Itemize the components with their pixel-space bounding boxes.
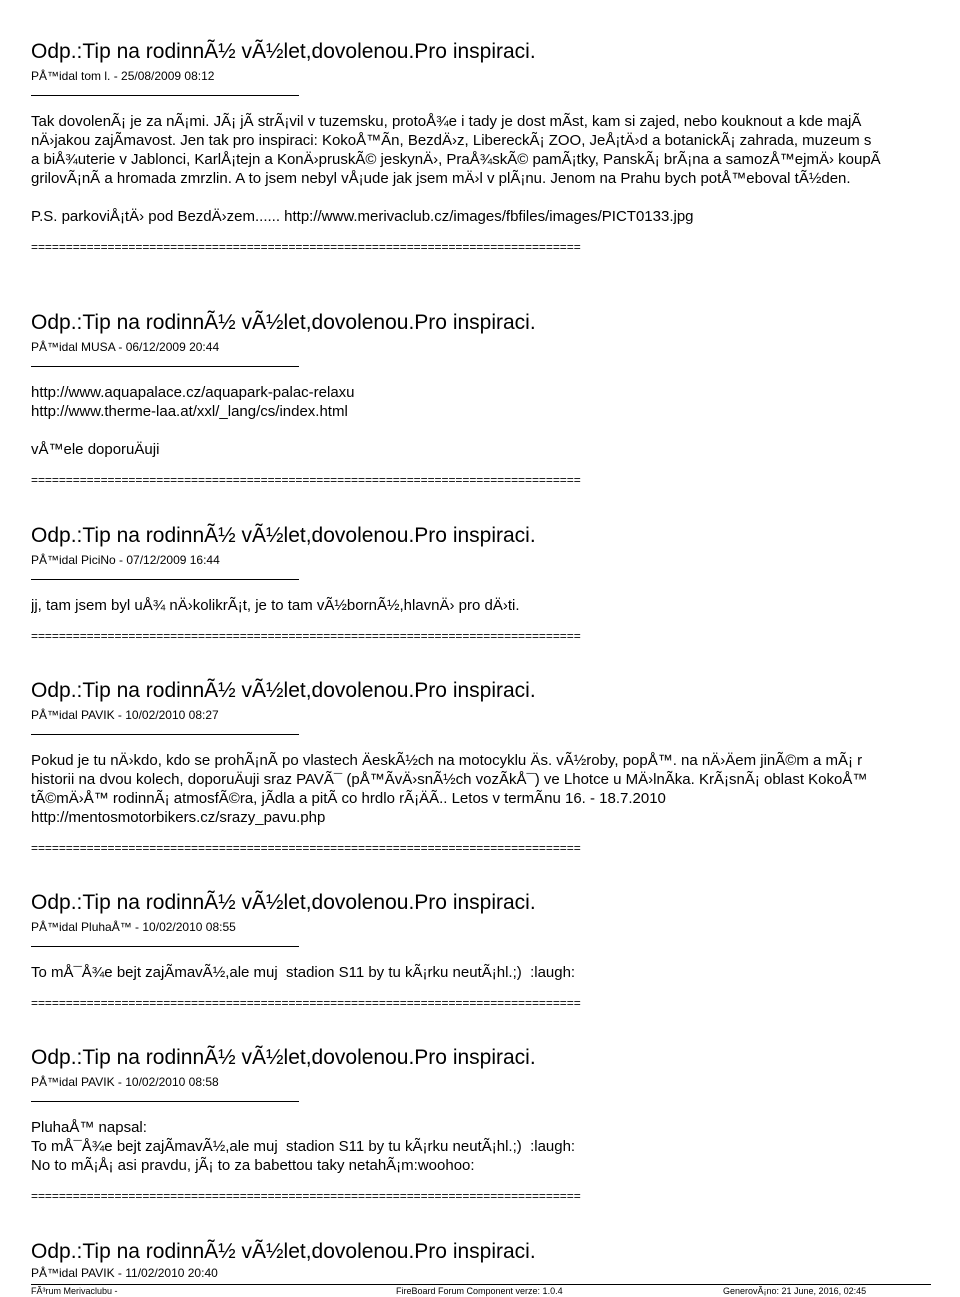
post-title: Odp.:Tip na rodinnÃ½ vÃ½let,dovolenou.Pro inspiraci. — [31, 679, 536, 702]
footer-generated-date: GenerovÃ¡no: 21 June, 2016, 02:45 — [723, 1286, 867, 1296]
post-text-line: Pokud je tu nÄ›kdo, kdo se prohÃ¡nÃ po vlastech ÄeskÃ½ch na motocyklu Äs. vÃ½roby, popÅ™. na nÄ›Äem jinÃ©m a mÃ¡ r — [31, 752, 863, 769]
post-header-rule — [31, 946, 299, 947]
forum-post — [31, 679, 960, 855]
post-separator: =============================================================================== — [31, 629, 581, 643]
post-separator: =============================================================================== — [31, 841, 581, 855]
post-header-rule — [31, 579, 299, 580]
post-text-line: historii na dvou kolech, doporuÄuji sraz PAVÃ¯ (pÅ™ÃvÄ›snÃ½ch vozÃkÅ¯) ve Lhotce u MÄ›lnÃka. KrÃ¡snÃ¡ oblast KokoÅ™ — [31, 771, 868, 788]
post-text-line: P.S. parkoviÅ¡tÄ› pod BezdÄ›zem...... http://www.merivaclub.cz/images/fbfiles/images/PICT0133.jpg — [31, 208, 694, 225]
quoted-text-line: To mÅ¯Å¾e bejt zajÃmavÃ½,ale muj stadion S11 by tu kÃ¡rku neutÃ¡hl.;) :laugh: — [31, 1138, 576, 1155]
forum-post — [31, 40, 960, 254]
post-title: Odp.:Tip na rodinnÃ½ vÃ½let,dovolenou.Pro inspiraci. — [31, 1240, 536, 1263]
post-title: Odp.:Tip na rodinnÃ½ vÃ½let,dovolenou.Pro inspiraci. — [31, 1046, 536, 1069]
post-body — [31, 1118, 960, 1175]
post-author-date: PÅ™idal MUSA - 06/12/2009 20:44 — [31, 340, 220, 354]
post-author-date: PÅ™idal PiciNo - 07/12/2009 16:44 — [31, 553, 220, 567]
post-body — [31, 963, 960, 982]
post-title: Odp.:Tip na rodinnÃ½ vÃ½let,dovolenou.Pro inspiraci. — [31, 311, 536, 334]
blank-line — [31, 421, 960, 440]
post-body — [31, 112, 960, 226]
post-body — [31, 383, 960, 459]
post-link[interactable]: http://www.therme-laa.at/xxl/_lang/cs/index.html — [31, 403, 348, 420]
post-author-date: PÅ™idal tom l. - 25/08/2009 08:12 — [31, 69, 215, 83]
post-title: Odp.:Tip na rodinnÃ½ vÃ½let,dovolenou.Pro inspiraci. — [31, 524, 536, 547]
post-separator: =============================================================================== — [31, 996, 581, 1010]
post-author-date: PÅ™idal PluhaÅ™ - 10/02/2010 08:55 — [31, 920, 236, 934]
post-text-line: vÅ™ele doporuÄuji — [31, 441, 160, 458]
forum-post — [31, 1046, 960, 1203]
post-title: Odp.:Tip na rodinnÃ½ vÃ½let,dovolenou.Pro inspiraci. — [31, 40, 536, 63]
blank-line — [31, 188, 960, 207]
post-text-line: tÃ©mÄ›Å™ rodinnÃ¡ atmosfÃ©ra, jÃdla a pitÃ co hrdlo rÃ¡ÄÃ.. Letos v termÃnu 16. - 18.7.2010 — [31, 790, 666, 807]
footer-site-name: FÃ³rum Merivaclubu - — [31, 1286, 118, 1296]
post-text-line: nÄ›jakou zajÃmavost. Jen tak pro inspiraci: KokoÅ™Ãn, BezdÄ›z, LibereckÃ¡ ZOO, JeÅ¡tÄ›d a botanickÃ¡ zahrada, muzeum s — [31, 132, 872, 149]
post-text-line: Tak dovolenÃ¡ je za nÃ¡mi. JÃ¡ jÃ strÃ¡vil v tuzemsku, protoÅ¾e i tady je dost mÃst, kam si zajed, nebo kouknout a kde majÃ — [31, 113, 862, 130]
post-text-line: jj, tam jsem byl uÅ¾ nÄ›kolikrÃ¡t, je to tam vÃ½bornÃ½,hlavnÄ› pro dÄ›ti. — [31, 597, 520, 614]
forum-post — [31, 1240, 960, 1280]
post-text-line: No to mÃ¡Å¡ asi pravdu, jÃ¡ to za babettou taky netahÃ¡m:woohoo: — [31, 1157, 475, 1174]
forum-post — [31, 891, 960, 1010]
post-author-date: PÅ™idal PAVIK - 11/02/2010 20:40 — [31, 1266, 218, 1280]
post-title: Odp.:Tip na rodinnÃ½ vÃ½let,dovolenou.Pro inspiraci. — [31, 891, 536, 914]
post-body — [31, 751, 960, 827]
post-header-rule — [31, 95, 299, 96]
post-author-date: PÅ™idal PAVIK - 10/02/2010 08:27 — [31, 708, 219, 722]
footer-component-version: FireBoard Forum Component verze: 1.0.4 — [396, 1286, 563, 1296]
footer-rule — [31, 1284, 931, 1285]
forum-post — [31, 311, 960, 487]
post-link[interactable]: http://www.aquapalace.cz/aquapark-palac-relaxu — [31, 384, 355, 401]
forum-post — [31, 524, 960, 643]
post-separator: =============================================================================== — [31, 473, 581, 487]
post-author-date: PÅ™idal PAVIK - 10/02/2010 08:58 — [31, 1075, 219, 1089]
post-text-line: a biÅ¾uterie v Jablonci, KarlÅ¡tejn a KonÄ›pruskÃ© jeskynÄ›, PraÅ¾skÃ© pamÃ¡tky, PanskÃ¡ brÃ¡na a samozÅ™ejmÄ› koupÃ — [31, 151, 881, 168]
post-body — [31, 596, 960, 615]
post-link[interactable]: http://mentosmotorbikers.cz/srazy_pavu.php — [31, 809, 326, 826]
quote-author-line: PluhaÅ™ napsal: — [31, 1119, 147, 1136]
post-header-rule — [31, 1101, 299, 1102]
post-text-line: To mÅ¯Å¾e bejt zajÃmavÃ½,ale muj stadion S11 by tu kÃ¡rku neutÃ¡hl.;) :laugh: — [31, 964, 576, 981]
post-separator: =============================================================================== — [31, 1189, 581, 1203]
post-header-rule — [31, 734, 299, 735]
post-separator: =============================================================================== — [31, 240, 581, 254]
post-header-rule — [31, 366, 299, 367]
post-text-line: grilovÃ¡nÃ a hromada zmrzlin. A to jsem nebyl vÅ¡ude jak jsem mÄ›l v plÃ¡nu. Jenom na Prahu bych potÅ™eboval tÃ½den. — [31, 170, 851, 187]
page-footer — [0, 1284, 960, 1297]
